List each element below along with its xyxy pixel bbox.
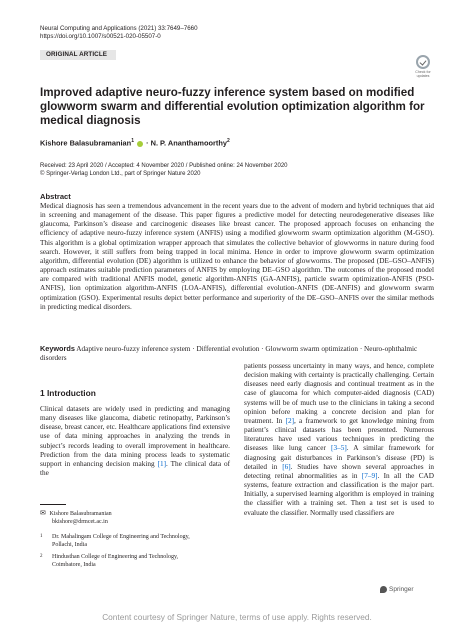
- affiliation-line: Hindusthan College of Engineering and Technology,: [52, 554, 179, 560]
- paragraph-text: , a framework to get knowledge mining from patient’s clinical datasets has been presented. Numerous literatures have used various techniques in predicting the diseases like lung cancer: [244, 416, 435, 453]
- journal-name: Neural Computing and Applications (2021) 33:7649–7660: [40, 25, 198, 32]
- citation-link[interactable]: [6]: [282, 462, 291, 471]
- check-updates-label: Check for updates: [415, 70, 431, 78]
- author-list: [40, 137, 230, 147]
- publication-dates: [40, 162, 288, 178]
- affiliation-number: 1: [40, 534, 43, 539]
- keywords: [40, 344, 434, 363]
- paragraph-text: . Studies have shown several approaches in detecting retinal abnormalities as in: [244, 462, 434, 480]
- citation-link[interactable]: [7–9]: [361, 471, 378, 480]
- contact-email[interactable]: bkishore@drmcet.ac.in: [52, 519, 108, 525]
- keywords-list: Adaptive neuro-fuzzy inference system · Differential evolution · Glowworm swarm optimization · Neuro-ophthalmic disorders: [40, 345, 418, 363]
- affiliation-text: [52, 553, 178, 569]
- affiliation-number: 2: [40, 554, 43, 559]
- affiliation-text: [52, 533, 190, 549]
- corresponding-author: [40, 509, 112, 526]
- paragraph-text: patients possess uncertainty in many ways, and hence, complete decision making with certainty is practically challenging. Certain diseases need early diagnosis and continual treatment as in the case of glaucoma for which computer-aided diagnosis (CAD) systems will be of much use to the clinicians in taking a second opinion before making a concrete decision and plan for treatment. In: [244, 362, 434, 425]
- paper-title: Improved adaptive neuro-fuzzy inference system based on modified glowworm swarm and differential evolution optimization algorithm for medical diagnosis: [40, 86, 425, 127]
- journal-citation: [40, 25, 198, 41]
- footnote-divider: [40, 504, 66, 505]
- affiliation-line: Pollachi, India: [52, 542, 87, 548]
- abstract-heading: Abstract: [40, 192, 71, 201]
- publisher-name: Springer: [389, 586, 414, 594]
- abstract-text: Medical diagnosis has seen a tremendous advancement in the recent years due to the advent of modern and hybrid techniques that aid in screening and management of the disease. This paper figures a predictive model for detecting neurodegenerative diseases like glaucoma, Parkinson’s disease and carcinogenic diseases like breast cancer. The proposed approach focuses on enhancing the efficiency of adaptive neuro-fuzzy inference system (ANFIS) using a modified glowworm swarm optimization algorithm (M-GSO). This algorithm is a global optimization wrapper approach that simulates the collective behavior of glowworms in nature during food search. However, it still suffers from being trapped in local minima. Hence in order to improve glowworm swarm optimization algorithm, differential evolution (DE) algorithm is utilized to enhance the behavior of glowworms. The proposed (DE–GSO–ANFIS) approach estimates suitable prediction parameters of ANFIS by employing DE–GSO algorithm. The outcomes of the proposed model are compared with traditional ANFIS model, genetic algorithm-ANFIS (GA-ANFIS), particle swarm optimization-ANFIS (PSO-ANFIS), lion optimization algorithm-ANFIS (LOA-ANFIS), differential evolution-ANFIS (DE-ANFIS) and glowworm swarm optimization (GSO). Experimental results depict better performance and superiority of the DE–GSO–ANFIS over the similar methods in predicting medical disorders.: [40, 202, 434, 311]
- contact-name: Kishore Balasubramanian: [49, 511, 112, 517]
- citation-link[interactable]: [3–5]: [331, 444, 347, 453]
- affiliation-line: Coimbatore, India: [52, 562, 96, 568]
- paragraph-text: . A similar framework for diagnosing gait disturbances in Parkinson’s disease (PD) is detailed in: [244, 444, 434, 471]
- citation-link[interactable]: [1]: [157, 459, 167, 468]
- affiliation-1: [40, 533, 190, 549]
- keywords-label: Keywords: [40, 344, 75, 353]
- received-accepted-published: Received: 23 April 2020 / Accepted: 4 November 2020 / Published online: 24 November 2020: [40, 163, 288, 169]
- springer-horse-icon: [380, 586, 387, 593]
- intro-column-right: [244, 362, 434, 518]
- author-separator: ·: [144, 138, 151, 148]
- email-icon: ✉: [40, 509, 46, 517]
- copyright-line: © Springer-Verlag London Ltd., part of Springer Nature 2020: [40, 171, 201, 177]
- section-heading: 1 Introduction: [40, 388, 96, 398]
- citation-link[interactable]: [2]: [285, 416, 295, 425]
- paragraph-text: . The clinical data of the: [40, 459, 231, 478]
- orcid-icon[interactable]: [137, 141, 143, 147]
- courtesy-notice: Content courtesy of Springer Nature, terms of use apply. Rights reserved.: [102, 612, 372, 622]
- publisher-logo: [380, 586, 414, 593]
- doi-link[interactable]: https://doi.org/10.1007/s00521-020-05507-0: [40, 33, 161, 40]
- intro-column-left: [40, 405, 230, 478]
- check-updates-icon: [416, 55, 430, 69]
- paragraph-text: Clinical datasets are widely used in predicting and managing many diseases like glaucoma, diabetic retinopathy, Parkinson’s disease, breast cancer, etc. Healthcare applications find extensive use of data mining approaches in analyzing the trends in subject’s records leading to overall improvement in healthcare. Prediction from the data mining process leads to systematic support in enhancing decision making: [40, 405, 230, 468]
- check-for-updates[interactable]: [412, 55, 434, 78]
- article-type-badge: ORIGINAL ARTICLE: [40, 50, 116, 60]
- paragraph-text: . In all the CAD systems, feature extraction and classification is the major part. Initially, a supervised learning algorithm is employed in training the classifier with a training set. Then a test set is used to evaluate the classifier. Normally used classifiers are: [244, 471, 434, 517]
- affiliation-2: [40, 553, 178, 569]
- author-affiliation-sup: 1: [131, 138, 134, 144]
- author-name[interactable]: Kishore Balasubramanian: [40, 138, 132, 148]
- author-affiliation-sup: 2: [227, 138, 230, 144]
- affiliation-line: Dr. Mahalingam College of Engineering and Technology,: [52, 534, 190, 540]
- author-name[interactable]: N. P. Ananthamoorthy: [150, 138, 227, 148]
